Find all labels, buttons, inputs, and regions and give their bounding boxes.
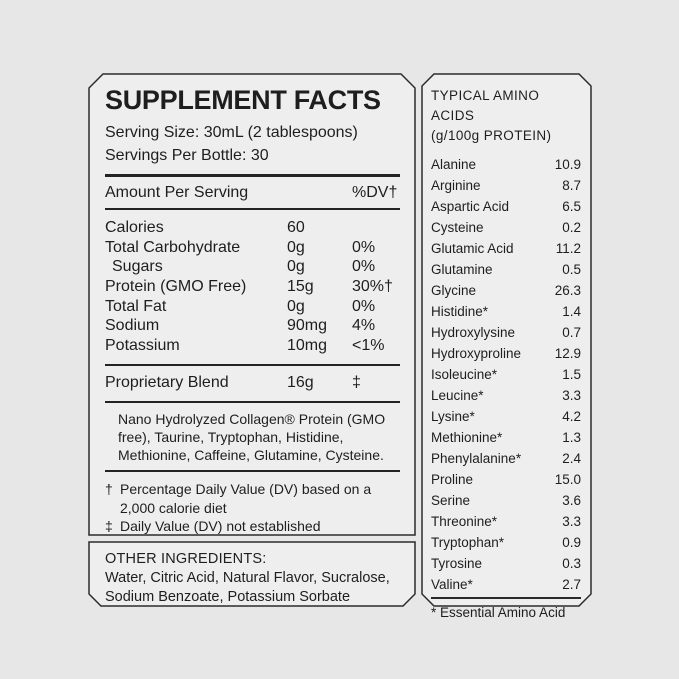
amino-name: Tryptophan* (431, 535, 505, 550)
list-item (431, 322, 581, 343)
amino-value: 11.2 (555, 241, 581, 256)
amino-value: 0.3 (562, 556, 581, 571)
dv-header: %DV† (352, 184, 398, 202)
amino-value: 1.4 (562, 304, 581, 319)
footnote-text: Daily Value (DV) not established (120, 518, 321, 535)
nutrient-label: Potassium (105, 336, 180, 354)
nutrient-dv: 4% (352, 317, 376, 335)
nutrient-amount: 15g (287, 278, 314, 296)
serving-size: Serving Size: 30mL (2 tablespoons) (105, 124, 358, 142)
divider (431, 597, 581, 599)
amino-value: 26.3 (554, 283, 581, 298)
amino-name: Glutamine (431, 262, 493, 277)
amino-value: 6.5 (562, 199, 581, 214)
nutrient-label: Sodium (105, 317, 160, 335)
nutrient-amount: 0g (287, 238, 305, 256)
proprietary-blend-row (105, 373, 400, 393)
amino-value: 8.7 (562, 178, 581, 193)
table-row (105, 297, 400, 317)
list-item (431, 427, 581, 448)
nutrient-dv: 0% (352, 238, 376, 256)
nutrient-label: Sugars (112, 258, 163, 276)
list-item (431, 406, 581, 427)
other-ingredients-panel (88, 541, 416, 607)
nutrient-amount: 0g (287, 297, 305, 315)
amino-name: Methionine* (431, 430, 503, 445)
list-item (431, 238, 581, 259)
list-item (431, 448, 581, 469)
double-dagger-symbol: ‡ (105, 518, 113, 535)
table-row (105, 238, 400, 258)
amount-per-serving-header: Amount Per Serving (105, 184, 249, 202)
list-item (431, 364, 581, 385)
nutrient-dv: 30%† (352, 278, 393, 296)
amino-name: Glutamic Acid (431, 241, 514, 256)
table-row (105, 277, 400, 297)
nutrient-dv (352, 218, 400, 238)
amino-name: Threonine* (431, 514, 498, 529)
footnote-dv (105, 480, 400, 517)
amino-name: Leucine* (431, 388, 484, 403)
nutrient-label: Protein (GMO Free) (105, 278, 247, 296)
amino-acids-panel (421, 73, 592, 620)
list-item (431, 301, 581, 322)
blend-dv: ‡ (352, 374, 361, 392)
amino-name: Proline (431, 472, 474, 487)
list-item (431, 490, 581, 511)
panel-title: SUPPLEMENT FACTS (105, 85, 381, 115)
list-item (431, 385, 581, 406)
nutrient-label: Total Carbohydrate (105, 238, 241, 256)
list-item (431, 574, 581, 595)
nutrient-amount: 90mg (287, 317, 328, 335)
other-ingredients-heading: OTHER INGREDIENTS: (105, 551, 267, 567)
nutrient-amount: 10mg (287, 336, 328, 354)
nutrient-label: Total Fat (105, 297, 167, 315)
amino-value: 1.3 (562, 430, 581, 445)
amino-name: Alanine (431, 157, 477, 172)
divider (105, 470, 400, 472)
amino-value: 2.7 (562, 577, 581, 592)
amino-name: Hydroxyproline (431, 346, 522, 361)
amino-name: Isoleucine* (431, 367, 498, 382)
nutrient-amount: 0g (287, 258, 305, 276)
amino-name: Cysteine (431, 220, 484, 235)
servings-per-bottle: Servings Per Bottle: 30 (105, 146, 269, 164)
blend-description: Nano Hydrolyzed Collagen® Protein (GMO free), Taurine, Tryptophan, Histidine, Methionine, Caffeine, Glutamine, Cysteine. (118, 411, 386, 463)
footnote-text: Percentage Daily Value (DV) based on a 2,000 calorie diet (120, 481, 372, 516)
nutrient-dv: 0% (352, 258, 376, 276)
amino-value: 10.9 (554, 157, 581, 172)
footnotes (105, 480, 400, 536)
amino-value: 2.4 (562, 451, 581, 466)
essential-amino-footnote: * Essential Amino Acid (431, 605, 566, 620)
list-item (431, 196, 581, 217)
amino-value: 0.2 (562, 220, 581, 235)
list-item (431, 343, 581, 364)
amino-name: Histidine* (431, 304, 489, 319)
amino-name: Tyrosine (431, 556, 483, 571)
divider (105, 401, 400, 403)
amino-value: 1.5 (562, 367, 581, 382)
amino-value: 3.3 (562, 514, 581, 529)
table-header-row (105, 182, 400, 204)
list-item (431, 280, 581, 301)
divider (105, 364, 400, 366)
list-item (431, 259, 581, 280)
heading-line-2: (g/100g PROTEIN) (431, 128, 552, 143)
amino-name: Phenylalanine* (431, 451, 522, 466)
amino-name: Aspartic Acid (431, 199, 510, 214)
amino-acids-heading (431, 86, 581, 146)
supplement-facts-panel (88, 73, 416, 536)
other-ingredients-text: Water, Citric Acid, Natural Flavor, Sucralose, Sodium Benzoate, Potassium Sorbate (105, 570, 390, 605)
list-item (431, 532, 581, 553)
list-item (431, 553, 581, 574)
footnote-not-established (105, 517, 400, 536)
list-item (431, 175, 581, 196)
heading-line-1: TYPICAL AMINO ACIDS (431, 88, 540, 123)
amino-value: 0.9 (562, 535, 581, 550)
list-item (431, 469, 581, 490)
amino-value: 15.0 (554, 472, 581, 487)
amino-value: 0.7 (562, 325, 581, 340)
list-item (431, 217, 581, 238)
table-row (105, 336, 400, 356)
amino-name: Serine (431, 493, 471, 508)
list-item (431, 511, 581, 532)
nutrient-dv: <1% (352, 336, 385, 354)
blend-label: Proprietary Blend (105, 374, 229, 392)
blend-amount: 16g (287, 374, 314, 392)
nutrient-label: Calories (105, 219, 164, 237)
dagger-symbol: † (105, 481, 113, 498)
amino-name: Glycine (431, 283, 477, 298)
divider (105, 208, 400, 210)
amino-name: Lysine* (431, 409, 475, 424)
amino-value: 3.6 (562, 493, 581, 508)
list-item (431, 154, 581, 175)
amino-value: 3.3 (562, 388, 581, 403)
amino-value: 0.5 (562, 262, 581, 277)
amino-acid-rows (431, 154, 581, 595)
table-row (105, 316, 400, 336)
amino-name: Arginine (431, 178, 481, 193)
table-row (105, 257, 400, 277)
nutrient-dv: 0% (352, 297, 376, 315)
amino-name: Valine* (431, 577, 473, 592)
amino-value: 12.9 (554, 346, 581, 361)
amino-value: 4.2 (562, 409, 581, 424)
table-row (105, 218, 400, 238)
nutrient-amount: 60 (287, 219, 305, 237)
amino-name: Hydroxylysine (431, 325, 516, 340)
nutrition-rows (105, 218, 400, 355)
divider (105, 174, 400, 177)
